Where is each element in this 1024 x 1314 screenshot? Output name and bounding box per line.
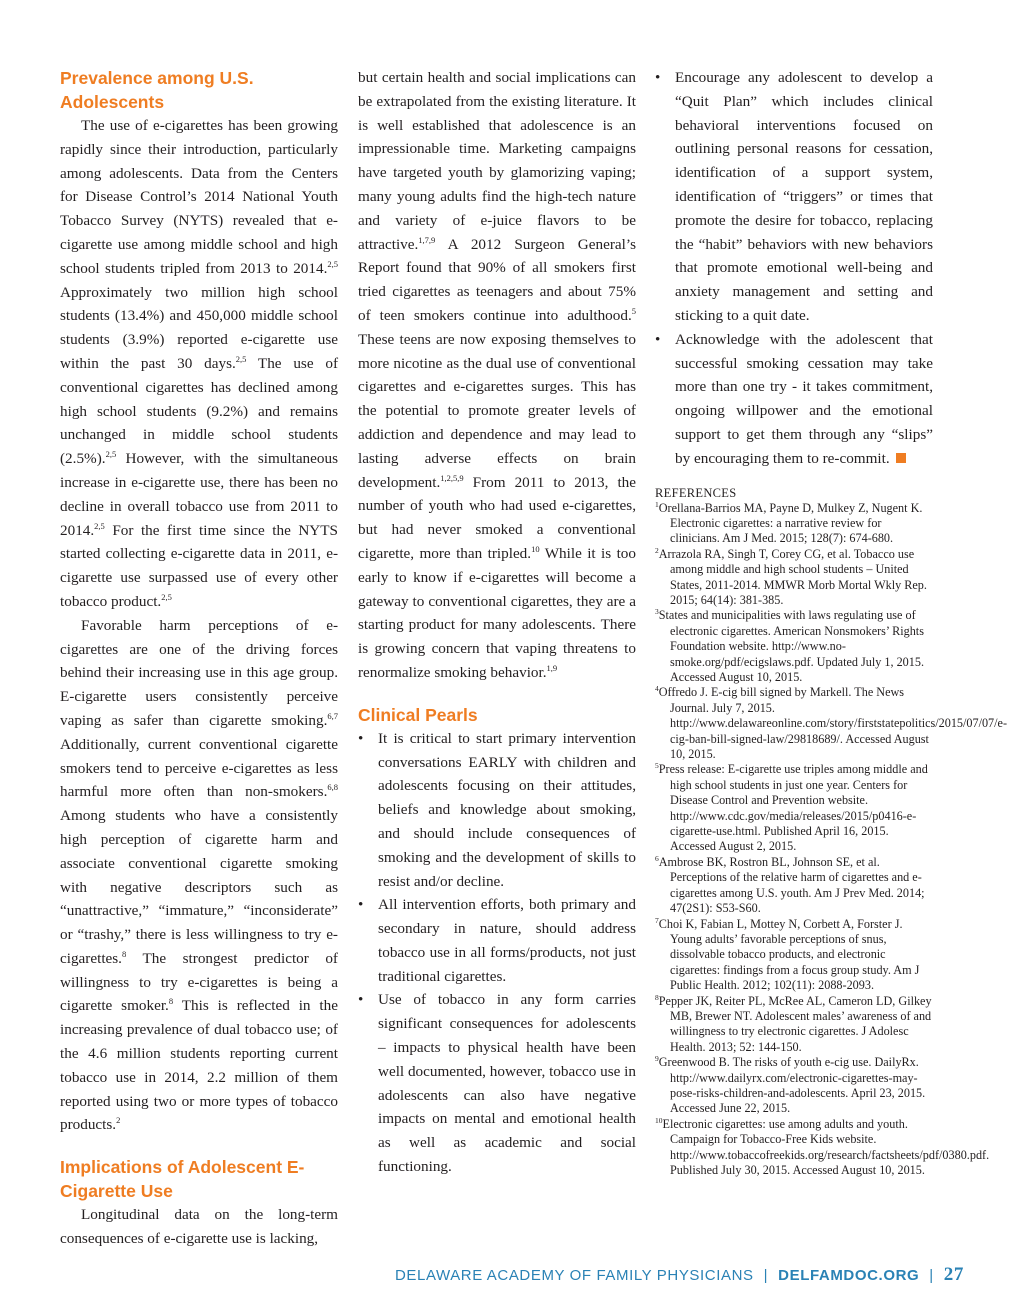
- bullet-icon: •: [358, 991, 364, 1009]
- footer-website-link[interactable]: DELFAMDOC.ORG: [778, 1267, 920, 1284]
- column-1: [60, 66, 338, 1251]
- reference-item: $^3$States and municipalities with laws regulating use of electronic cigarettes. American Nonsmokers’ Rights Foundation website. http://www.no-smoke.org/pdf/ecigslaws.pdf. Updated July 1, 2015. Accessed August 10, 2015.: [655, 607, 924, 685]
- footer-separator: |: [763, 1267, 769, 1284]
- list-item: • It is critical to start primary intervention conversations EARLY with children and adolescents focusing on their attitudes, beliefs and knowledge about smoking, and should include consequences of smoking and the development of skills to resist and/or decline.: [358, 727, 636, 894]
- bullet-icon: •: [655, 330, 661, 348]
- reference-item: $^8$Pepper JK, Reiter PL, McRee AL, Cameron LD, Gilkey MB, Brewer NT. Adolescent males’ awareness of and willingness to try electronic cigarettes. J Adolesc Health. 2013; 52: 144-150.: [655, 992, 932, 1054]
- references-section: [655, 485, 1008, 1179]
- paragraph-implications-start: Longitudinal data on the long-term consequences of e-cigarette use is lacking,: [60, 1206, 338, 1248]
- reference-item: $^1$Orellana-Barrios MA, Payne D, Mulkey Z, Nugent K. Electronic cigarettes: a narrative review for clinicians. Am J Med. 2015; 128(7): 674-680.: [655, 499, 923, 546]
- page-footer: [0, 1264, 964, 1286]
- column-3: [655, 66, 1008, 1178]
- reference-item: $^9$Greenwood B. The risks of youth e-cig use. DailyRx. http://www.dailyrx.com/electronic-cigarettes-may-pose-risks-children-and-adolescents. April 23, 2015. Accessed June 22, 2015.: [655, 1054, 926, 1116]
- reference-item: $^5$Press release: E-cigarette use triples among middle and high school students in just one year. Centers for Disease Control and Prevention website. http://www.cdc.gov/media/releases/2015/p0416-e-cigarette-use.html. Published April 16, 2015. Accessed August 2, 2015.: [655, 761, 928, 854]
- bullet-icon: •: [358, 729, 364, 747]
- list-item: • Acknowledge with the adolescent that successful smoking cessation may take more than one try - it takes commitment, ongoing willpower and the emotional support to get them through any “slips” by encouraging them to re-commit.: [655, 328, 933, 471]
- list-item: • Use of tobacco in any form carries significant consequences for adolescents – impacts to physical health have been well documented, however, tobacco use in adolescents can also have negative impacts on mental and emotional health as well as academic and social functioning.: [358, 988, 636, 1178]
- references-heading: REFERENCES: [655, 485, 737, 500]
- column-2: [358, 66, 636, 1179]
- reference-item: $^{10}$Electronic cigarettes: use among adults and youth. Campaign for Tobacco-Free Kids website. http://www.tobaccofreekids.org/research/factsheets/pdf/0380.pdf. Published July 30, 2015. Accessed August 10, 2015.: [655, 1115, 990, 1178]
- bullet-icon: •: [655, 69, 661, 86]
- heading-prevalence: Prevalence among U.S. Adolescents: [60, 68, 254, 112]
- reference-item: $^4$Offredo J. E-cig bill signed by Markell. The News Journal. July 7, 2015. http://www.delawareonline.com/story/firststatepolitics/2015/07/07/e-cig-ban-bill-signed-law/29818689/. Accessed August 10, 2015.: [655, 684, 1008, 762]
- footer-separator: |: [929, 1267, 934, 1284]
- clinical-pearls-list: [358, 727, 636, 1179]
- list-item: • Encourage any adolescent to develop a “Quit Plan” which includes clinical behavioral interventions focused on outlining personal reasons for cessation, identification of a support system, identification of “triggers” or times that promote the desire for tobacco, replacing the “habit” behaviors with new behaviors that promote emotional well-being and anxiety management and setting and sticking to a quit date.: [655, 66, 933, 328]
- paragraph-implications-cont: but certain health and social implications can be extrapolated from the existing literature. It is well established that adolescence is an impressionable time. Marketing campaigns have targeted youth by glamorizing vaping; many young adults find the high-tech nature and variety of e-juice flavors to be attractive.$^{1,7,9}$ A 2012 Surgeon General’s Report found that 90% of all smokers first tried cigarettes as teenagers and about 75% of teen smokers continue into adulthood.$^5$ These teens are now exposing themselves to more nicotine as the dual use of conventional cigarettes and e-cigarettes surges. This has the potential to promote greater levels of addiction and dependence and may lead to lasting adverse effects on brain development.$^{1,2,5,9}$ From 2011 to 2013, the number of youth who had used e-cigarettes, but had never smoked a conventional cigarette, more than tripled.$^{10}$ While it is too early to know if e-cigarettes will become a gateway to conventional cigarettes, they are a starting product for many adolescents. There is growing concern that vaping threatens to renormalize smoking behavior.$^{1,9}$: [358, 69, 636, 681]
- list-item: • All intervention efforts, both primary and secondary in nature, should address tobacco use in all forms/products, not just traditional cigarettes.: [358, 893, 636, 988]
- bullet-icon: •: [358, 896, 364, 914]
- heading-implications: Implications of Adolescent E-Cigarette Use: [60, 1157, 305, 1202]
- paragraph-prevalence: The use of e-cigarettes has been growing rapidly since their introduction, particularly among adolescents. Data from the Centers for Disease Control’s 2014 National Youth Tobacco Survey (NYTS) revealed that e-cigarette use among middle school and high school students tripled from 2013 to 2014.$^{2,5}$ Approximately two million high school students (13.4%) and 450,000 middle school students (3.9%) reported e-cigarette use within the past 30 days.$^{2,5}$ The use of conventional cigarettes has declined among high school students (9.2%) and remains unchanged in middle school students (2.5%).$^{2,5}$ However, with the simultaneous increase in e-cigarette use, there has been no decline in overall tobacco use from 2011 to 2014.$^{2,5}$ For the first time since the NYTS started collecting e-cigarette data in 2011, e-cigarette use surpassed use of every other tobacco product.$^{2,5}$: [60, 117, 339, 610]
- footer-org: DELAWARE ACADEMY OF FAMILY PHYSICIANS: [394, 1267, 754, 1284]
- page-number: 27: [943, 1264, 964, 1285]
- paragraph-harm-perceptions: Favorable harm perceptions of e-cigarettes are one of the driving forces behind their increasing use in this age group. E-cigarette users consistently perceive vaping as safer than cigarette smoking.$^{6,7}$ Additionally, current conventional cigarette smokers tend to perceive e-cigarettes as less harmful more often than non-smokers.$^{6,8}$ Among students who have a consistently high perception of cigarette harm and associate conventional cigarette smoking with negative descriptors such as “unattractive,” “immature,” “inconsiderate” or “trashy,” there is less willingness to try e-cigarettes.$^8$ The strongest predictor of willingness to try e-cigarettes is being a cigarette smoker.$^8$ This is reflected in the increasing prevalence of dual tobacco use; of the 4.6 million students reporting current tobacco use in 2014, 2.2 million of them reported using two or more types of tobacco products.$^2$: [60, 616, 338, 1134]
- end-of-article-icon: [896, 453, 906, 463]
- clinical-pearls-list-cont: [655, 66, 933, 471]
- references-list: [655, 499, 1008, 1179]
- reference-item: $^6$Ambrose BK, Rostron BL, Johnson SE, et al. Perceptions of the relative harm of cigarettes and e-cigarettes among U.S. youth. Am J Prev Med. 2014; 47(2S1): S53-S60.: [655, 853, 925, 916]
- heading-clinical-pearls: Clinical Pearls: [358, 704, 478, 725]
- reference-item: $^7$Choi K, Fabian L, Mottey N, Corbett A, Forster J. Young adults’ favorable perceptions of snus, dissolvable tobacco products, and electronic cigarettes: findings from a focus group study. Am J Public Health. 2012; 102(11): 2088-2093.: [655, 915, 920, 993]
- reference-item: $^2$Arrazola RA, Singh T, Corey CG, et al. Tobacco use among middle and high school students – United States, 2011-2014. MMWR Morb Mortal Wkly Rep. 2015; 64(14): 381-385.: [655, 545, 927, 607]
